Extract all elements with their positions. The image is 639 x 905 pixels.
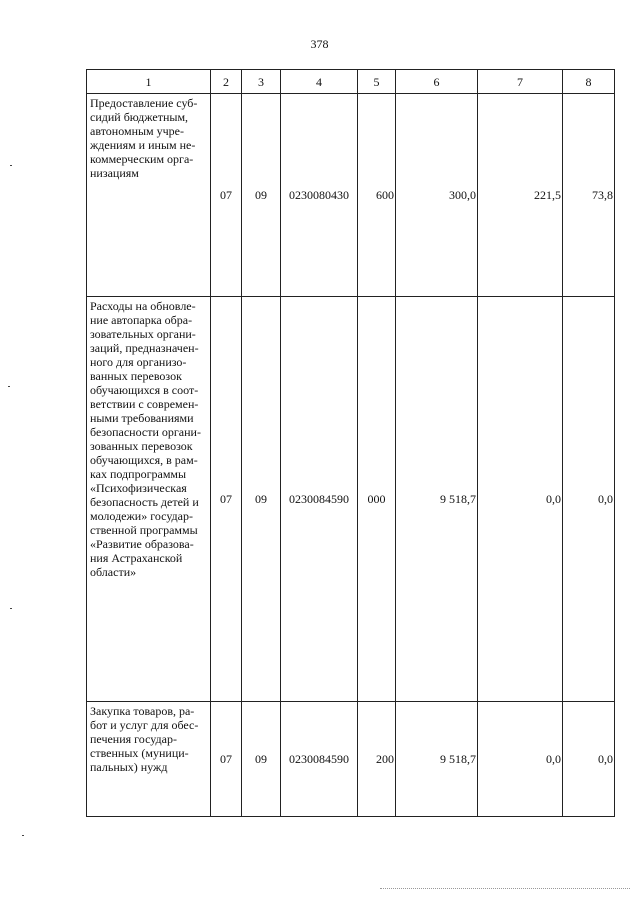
scan-speck <box>10 165 12 166</box>
table-row <box>87 297 615 702</box>
header-cell-7: 7 <box>478 70 563 94</box>
row-amount-plan: 300,0 <box>396 94 478 297</box>
row-target-code: 0230084590 <box>281 702 358 817</box>
row-percent: 73,8 <box>563 94 615 297</box>
page-number: 378 <box>310 37 329 51</box>
header-cell-1: 1 <box>87 70 211 94</box>
scan-speck <box>8 386 10 387</box>
row-expense-type: 000 <box>358 297 396 702</box>
row-name: Расходы на обновле-ние автопарка обра-зовательных органи-заций, предназначен-ного для организо-ванных перевозок обучающихся в соот-ветствии с современ-ными требованиями безопасности органи-зованных перевозок обучающихся, в рам-ках подпрограммы «Психофизическая безопасность детей и молодежи» государ-ственной программы «Развитие образова-ния Астраханской области» <box>87 297 211 702</box>
row-expense-type: 200 <box>358 702 396 817</box>
header-cell-3: 3 <box>242 70 281 94</box>
table-row <box>87 702 615 817</box>
row-name: Закупка товаров, ра-бот и услуг для обес-печения государ-ственных (муници-пальных) нужд <box>87 702 211 817</box>
header-cell-4: 4 <box>281 70 358 94</box>
table-header-row <box>87 70 615 94</box>
row-amount-actual: 221,5 <box>478 94 563 297</box>
row-section: 07 <box>211 94 242 297</box>
row-percent: 0,0 <box>563 702 615 817</box>
row-percent: 0,0 <box>563 297 615 702</box>
scan-speck <box>22 835 24 836</box>
header-cell-6: 6 <box>396 70 478 94</box>
budget-table <box>86 69 615 817</box>
row-amount-plan: 9 518,7 <box>396 702 478 817</box>
row-subsection: 09 <box>242 297 281 702</box>
header-cell-5: 5 <box>358 70 396 94</box>
row-name: Предоставление суб-сидий бюджетным, автономным учре-ждениям и иным не-коммерческим орга-низациям <box>87 94 211 297</box>
row-subsection: 09 <box>242 702 281 817</box>
row-target-code: 0230084590 <box>281 297 358 702</box>
row-subsection: 09 <box>242 94 281 297</box>
scan-speck <box>10 608 12 609</box>
row-amount-actual: 0,0 <box>478 297 563 702</box>
header-cell-8: 8 <box>563 70 615 94</box>
row-target-code: 0230080430 <box>281 94 358 297</box>
row-section: 07 <box>211 297 242 702</box>
row-expense-type: 600 <box>358 94 396 297</box>
row-amount-actual: 0,0 <box>478 702 563 817</box>
scan-bottom-line <box>380 888 630 890</box>
row-amount-plan: 9 518,7 <box>396 297 478 702</box>
header-cell-2: 2 <box>211 70 242 94</box>
row-section: 07 <box>211 702 242 817</box>
table-row <box>87 94 615 297</box>
